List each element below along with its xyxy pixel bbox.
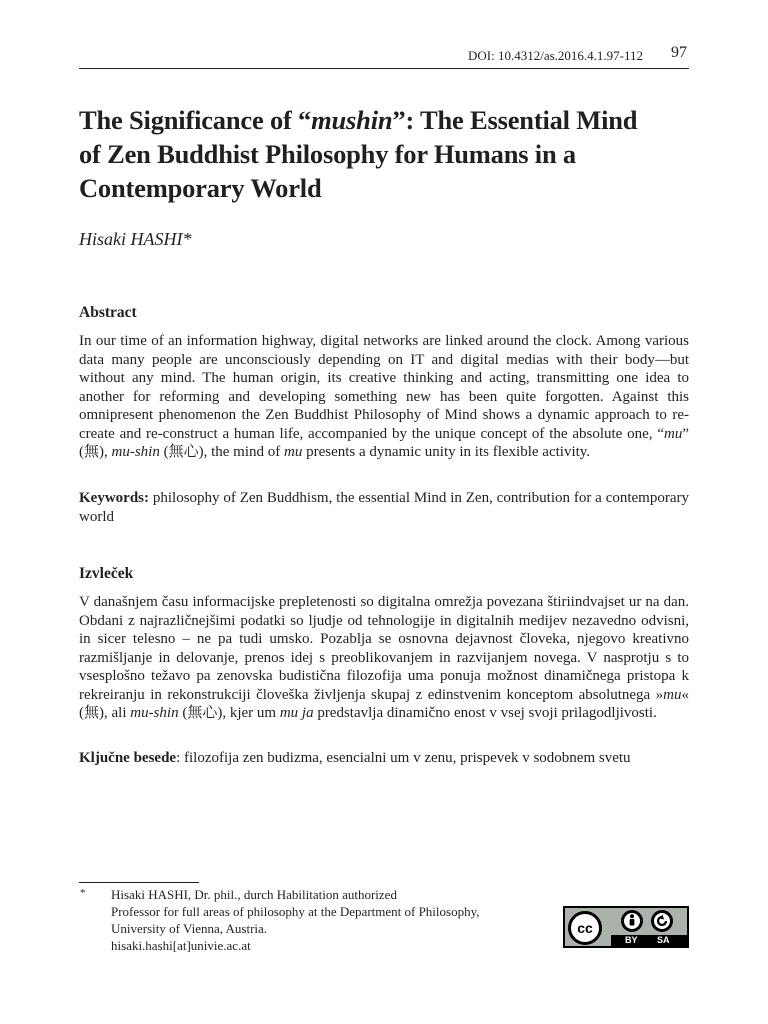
license-band xyxy=(611,935,687,946)
footnote xyxy=(111,886,551,954)
abstract-text xyxy=(79,332,689,462)
title-line3: Contemporary World xyxy=(79,173,322,203)
izvlecek-text-1: V današnjem času informacijske prepletenosti so digitalna omrežja povezana štiriindvajset ur na dan. Obdani z najrazličnejšimi podatki so ljudje od tehnologije in digitalnih medijev nezavedno odvisni, in sicer telesno – ne pa tudi umsko. Pozablja se osnovna dejavnost človeka, njegovo kreativno razmišljanje in delovanje, prenos idej s preoblikovanjem in razvijanjem novega. V nasprotju s to vsesplošno težavo pa zenovska budistična filozofija uma ponuja možnost dinamičnega pristopa k rekreiranju in rekonstrukciji človeška življenja skupaj z edinstvenim konceptom absolutnega » xyxy=(79,594,689,703)
title-line2: of Zen Buddhist Philosophy for Humans in a xyxy=(79,139,576,169)
izvlecek-mu: mu xyxy=(663,686,682,703)
izvlecek-text-2: « (無), ali xyxy=(79,686,689,721)
footnote-mark: * xyxy=(80,887,86,899)
title-part1: The Significance of “ xyxy=(79,105,312,135)
abstract-mushin: mu-shin xyxy=(111,444,160,460)
attribution-icon xyxy=(621,910,643,932)
izvlecek-muja: mu ja xyxy=(279,705,314,721)
doi[interactable]: DOI: 10.4312/as.2016.4.1.97-112 xyxy=(467,48,643,63)
footnote-rule xyxy=(79,882,199,883)
abstract-text-4: presents a dynamic unity in its flexible activity. xyxy=(302,444,591,460)
abstract-text-2: ” (無), xyxy=(79,425,689,460)
cc-icon xyxy=(568,911,602,945)
footnote-line: Professor for full areas of philosophy at the Department of Philosophy, xyxy=(111,904,480,919)
share-alike-icon xyxy=(651,910,673,932)
abstract-mu: mu xyxy=(663,425,683,442)
izvlecek-text xyxy=(79,593,689,723)
footnote-line: Hisaki HASHI, Dr. phil., durch Habilitation authorized xyxy=(111,887,397,902)
license-by-label: BY xyxy=(625,935,638,945)
abstract-keywords xyxy=(79,489,689,526)
keywords-text: philosophy of Zen Buddhism, the essential Mind in Zen, contribution for a contemporary world xyxy=(79,490,689,525)
footnote-email[interactable]: hisaki.hashi[at]univie.ac.at xyxy=(111,938,251,953)
kljucne-besede-text: : filozofija zen budizma, esencialni um v zenu, prispevek v sodobnem svetu xyxy=(176,750,631,766)
cc-label: cc xyxy=(577,920,593,936)
abstract-heading: Abstract xyxy=(79,304,137,321)
title-italic: mushin xyxy=(311,105,393,135)
author-name: Hisaki HASHI* xyxy=(79,229,192,249)
izvlecek-text-4: predstavlja dinamično enost v vsej svoji prilagodljivosti. xyxy=(313,705,657,721)
footnote-line: University of Vienna, Austria. xyxy=(111,921,268,936)
abstract-text-3: (無心), the mind of xyxy=(159,444,284,460)
izvlecek-text-3: (無心), kjer um xyxy=(178,705,280,721)
abstract-mu-2: mu xyxy=(284,444,303,460)
izvlecek-keywords xyxy=(79,749,689,768)
izvlecek-heading: Izvleček xyxy=(79,565,134,582)
title-part2: ”: The Essential Mind xyxy=(392,105,638,135)
keywords-label: Keywords: xyxy=(79,490,149,506)
page-number: 97 xyxy=(671,44,687,61)
license-sa-label: SA xyxy=(657,935,670,945)
abstract-text-1: In our time of an information highway, digital networks are linked around the clock. Among various data many people are unconsciously depending on IT and digital medias with their body—but without any mind. The human origin, its creative thinking and acting, transmitting one idea to another for reforming and developing something new has been quite forgotten. Against this omnipresent phenomenon the Zen Buddhist Philosophy of Mind shows a dynamic approach to re-create and re-construct a human life, accompanied by the unique concept of the absolute one, “ xyxy=(79,333,689,442)
cc-by-sa-license-badge[interactable] xyxy=(563,906,689,948)
paper-title xyxy=(79,103,699,205)
running-header xyxy=(79,44,689,69)
kljucne-besede-label: Ključne besede xyxy=(79,750,177,766)
izvlecek-mushin: mu-shin xyxy=(130,705,179,721)
